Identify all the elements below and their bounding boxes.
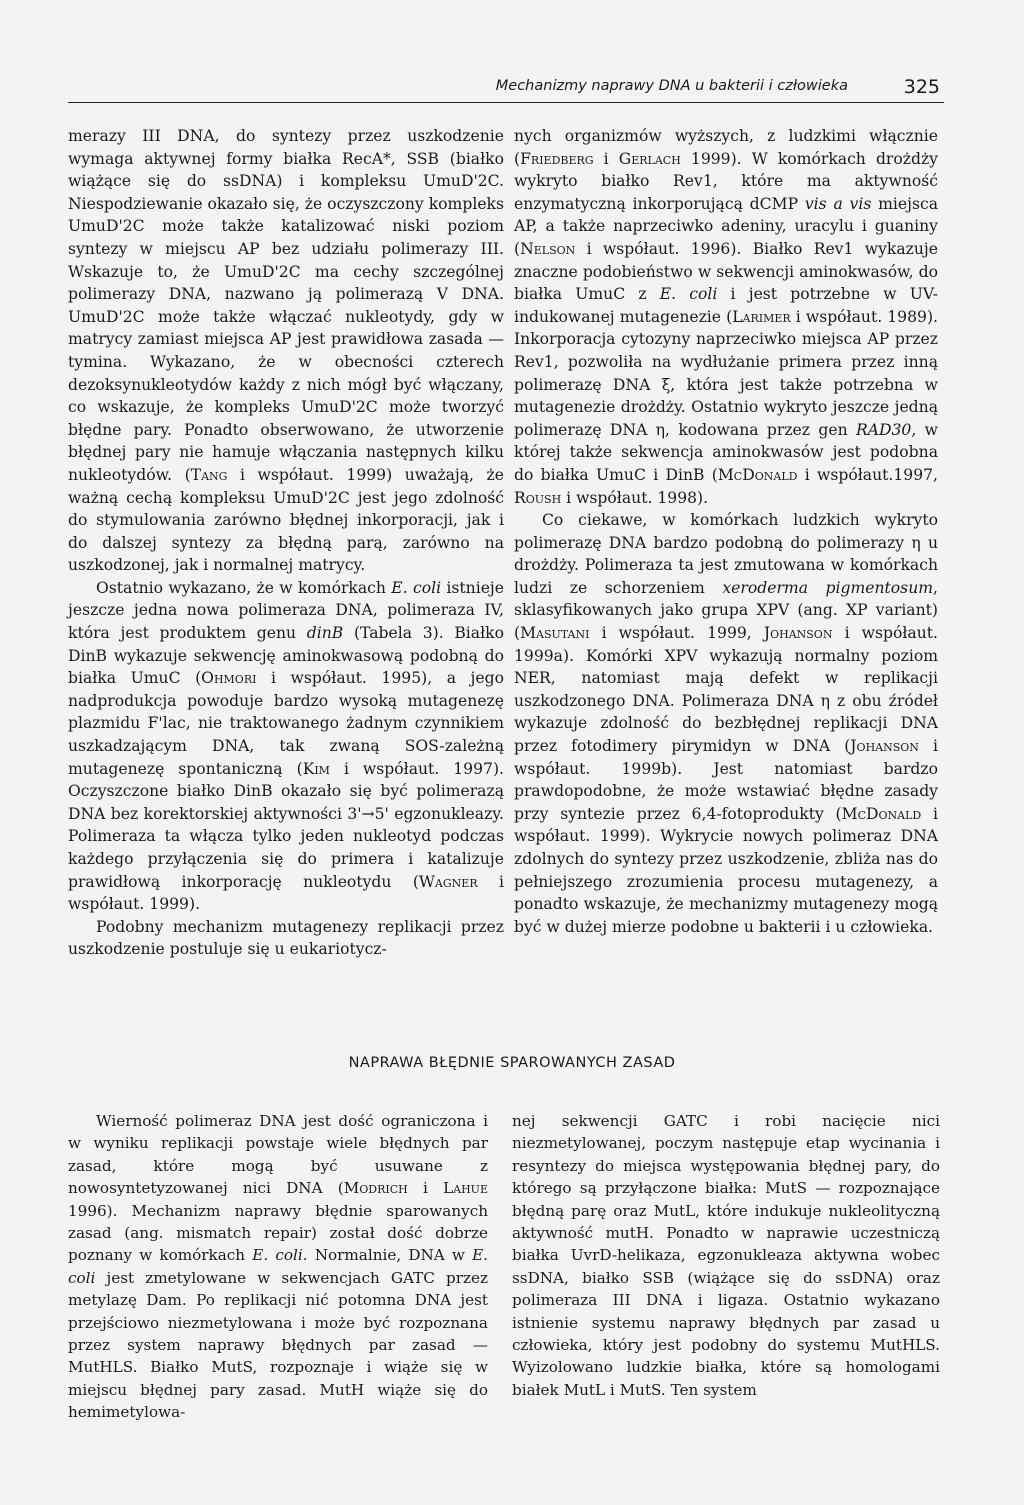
paragraph: nych organizmów wyższych, z ludzkimi włącznie (Friedberg i Gerlach 1999). W komórkach drożdży wykryto białko Rev1, które ma aktywność enzymatyczną inkorporującą dCMP vis a vis miejsca AP, a także naprzeciwko adeniny, uracylu i guaniny (Nelson i współaut. 1996). Białko Rev1 wykazuje znaczne podobieństwo w sekwencji aminokwasów, do białka UmuC z E. coli i jest potrzebne w UV-indukowanej mutagenezie (Larimer i współaut. 1989). Inkorporacja cytozyny naprzeciwko miejsca AP przez Rev1, pozwoliła na wydłużanie primera przez inną polimerazę DNA ξ, która jest także potrzebna w mutagenezie drożdży. Ostatnio wykryto jeszcze jedną polimerazę DNA η, kodowana przez gen RAD30, w której także sekwencja aminokwasów jest podobna do białka UmuC i DinB (McDonald i współaut.1997, Roush i współaut. 1998). xyxy=(514,127,939,507)
species-name: E. coli xyxy=(391,578,442,597)
page-number: 325 xyxy=(903,76,940,98)
author-name: Larimer xyxy=(732,307,791,326)
paragraph: Wierność polimeraz DNA jest dość ograniczona i w wyniku replikacji powstaje wiele błędnych par zasad, które mogą być usuwane z nowosyntetyzowanej nici DNA (Modrich i Lahue 1996). Mechanizm naprawy błędnie sparowanych zasad (ang. mismatch repair) został dość dobrze poznany w komórkach E. coli. Normalnie, DNA w E. coli jest zmetylowane w sekwencjach GATC przez metylazę Dam. Po replikacji nić potomna DNA jest przejściowo niezmetylowana i może być rozpoznana przez system naprawy błędnych par zasad — MutHLS. Białko MutS, rozpoznaje i wiąże się w miejscu błędnej pary zasad. MutH wiąże się do hemimetylowa- xyxy=(68,1112,488,1422)
author-name: Johanson xyxy=(850,737,919,756)
species-name: E. coli xyxy=(659,285,718,304)
disease-name: xeroderma pigmentosum xyxy=(722,578,934,597)
text-column-3 xyxy=(68,1110,488,1424)
species-name: E. coli xyxy=(68,1246,488,1287)
species-name: E. coli xyxy=(252,1246,303,1265)
author-name: Ohmori xyxy=(201,669,257,688)
latin-phrase: vis a vis xyxy=(804,194,872,213)
paragraph: Podobny mechanizm mutagenezy replikacji przez uszkodzenie postuluje się u eukariotycz- xyxy=(68,917,504,959)
author-name: Kim xyxy=(302,759,330,778)
author-name: Friedberg xyxy=(520,149,594,168)
running-header xyxy=(68,76,944,103)
section-heading: NAPRAWA BŁĘDNIE SPAROWANYCH ZASAD xyxy=(348,1055,676,1071)
paragraph: Ostatnio wykazano, że w komórkach E. coli istnieje jeszcze jedna nowa polimeraza DNA, polimeraza IV, która jest produktem genu dinB (Tabela 3). Białko DinB wykazuje sekwencję aminokwasową podobną do białka UmuC (Ohmori i współaut. 1995), a jego nadprodukcja powoduje bardzo wysoką mutagenezę plazmidu F'lac, nie traktowanego żadnym czynnikiem uszkadzającym DNA, tak zwaną SOS-zależną mutagenezę spontaniczną (Kim i współaut. 1997). Oczyszczone białko DinB okazało się być polimerazą DNA bez korektorskiej aktywności 3'→5' egzonukleazy. Polimeraza ta włącza tylko jeden nukleotyd podczas każdego przyłączenia się do primera i katalizuje prawidłową inkorporację nukleotydu (Wagner i współaut. 1999). xyxy=(68,578,504,914)
author-name: Nelson xyxy=(520,239,576,258)
text-column-2 xyxy=(514,125,938,938)
paragraph: merazy III DNA, do syntezy przez uszkodzenie wymaga aktywnej formy białka RecA*, SSB (białko wiążące się do ssDNA) i kompleksu UmuD'2C. Niespodziewanie okazało się, że oczyszczony kompleks UmuD'2C może także katalizować niski poziom syntezy w miejscu AP bez udziału polimerazy III. Wskazuje to, że UmuD'2C ma cechy szczególnej polimerazy DNA, nazwano ją polimerazą V DNA. UmuD'2C może także włączać nukleotydy, gdy w matrycy zamiast miejsca AP jest prawidłowa zasada — tymina. Wykazano, że w obecności czterech dezoksynukleotydów każdy z nich mógł być włączany, co wskazuje, że kompleks UmuD'2C może tworzyć błędne pary. Ponadto obserwowano, że utworzenie błędnej pary nie hamuje włączania następnych kilku nukleotydów. (Tang i współaut. 1999) uważają, że ważną cechą kompleksu UmuD'2C jest jego zdolność do stymulowania zarówno błędnej inkorporacji, jak i do dalszej syntezy za błędną parą, zarówno na uszkodzonej, jak i normalnej matrycy. xyxy=(68,127,504,575)
author-name: Gerlach xyxy=(618,149,681,168)
author-name: Masutani xyxy=(520,624,590,643)
author-name: Roush xyxy=(514,488,562,507)
paragraph: Co ciekawe, w komórkach ludzkich wykryto polimerazę DNA bardzo podobną do polimerazy η u drożdży. Polimeraza ta jest zmutowana w komórkach ludzi ze schorzeniem xeroderma pigmentosum, sklasyfikowanych jako grupa XPV (ang. XP variant) (Masutani i współaut. 1999, Johanson i współaut. 1999a). Komórki XPV wykazują normalny poziom NER, natomiast mają defekt w replikacji uszkodzonego DNA. Polimeraza DNA η z obu źródeł wykazuje zdolność do bezbłędnej replikacji DNA przez fotodimery pirymidyn w DNA (Johanson i współaut. 1999b). Jest natomiast bardzo prawdopodobne, że może wstawiać błędne zasady przy syntezie przez 6,4-fotoprodukty (McDonald i współaut. 1999). Wykrycie nowych polimeraz DNA zdolnych do syntezy przez uszkodzenie, zbliża nas do pełniejszego zrozumienia procesu mutagenezy, a ponadto wskazuje, że mechanizmy mutagenezy mogą być w dużej mierze podobne u bakterii i u człowieka. xyxy=(514,511,938,936)
author-name: Lahue xyxy=(443,1179,488,1198)
author-name: Johanson xyxy=(763,624,833,643)
running-title: Mechanizmy naprawy DNA u bakterii i człowieka xyxy=(495,78,848,94)
author-name: Modrich xyxy=(343,1179,408,1198)
gene-name: dinB xyxy=(306,624,344,643)
text-column-4 xyxy=(512,1110,940,1401)
author-name: Wagner xyxy=(418,872,478,891)
author-name: Tang xyxy=(190,465,228,484)
gene-name: RAD30 xyxy=(855,420,912,439)
author-name: McDonald xyxy=(717,465,798,484)
author-name: McDonald xyxy=(841,804,922,823)
text-column-1 xyxy=(68,125,504,961)
paragraph: nej sekwencji GATC i robi nacięcie nici niezmetylowanej, poczym następuje etap wycinania i resyntezy do miejsca występowania błędnej pary, do którego są przyłączone białka: MutS — rozpoznające błędną parę oraz MutL, które indukuje nukleolityczną aktywność mutH. Ponadto w naprawie uczestniczą białka UvrD-helikaza, egzonukleaza aktywna wobec ssDNA, białko SSB (wiążące się do ssDNA) oraz polimeraza III DNA i ligaza. Ostatnio wykazano istnienie systemu naprawy błędnych par zasad u człowieka, który jest podobny do systemu MutHLS. Wyizolowano ludzkie białka, które są homologami białek MutL i MutS. Ten system xyxy=(512,1112,940,1399)
